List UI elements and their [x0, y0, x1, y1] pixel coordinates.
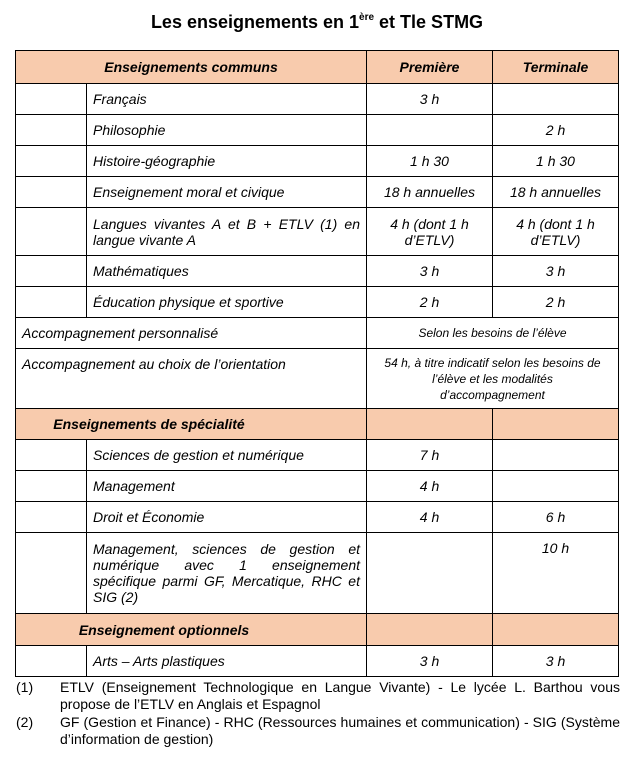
- premiere-value: 3 h: [367, 646, 493, 677]
- terminale-value: [493, 440, 619, 471]
- subject-label: Français: [87, 84, 367, 115]
- subject-label: Sciences de gestion et numérique: [87, 440, 367, 471]
- table-row: [16, 84, 619, 115]
- terminale-value: 18 h annuelles: [493, 177, 619, 208]
- subject-label: Management, sciences de gestion et numérique avec 1 enseignement spécifique parmi GF, Mercatique, RHC et SIG (2): [87, 533, 367, 614]
- schedule-table: [15, 50, 619, 677]
- premiere-value: [367, 533, 493, 614]
- empty-cell: [16, 146, 87, 177]
- specialite-header: Enseignements de spécialité: [16, 409, 367, 440]
- footnote-number: (1): [16, 679, 34, 695]
- empty-cell: [16, 115, 87, 146]
- header-row: [16, 51, 619, 84]
- empty-cell: [16, 208, 87, 256]
- table-row: [16, 533, 619, 614]
- terminale-value: [493, 84, 619, 115]
- table-row: [16, 208, 619, 256]
- footnote-number: (2): [16, 714, 34, 730]
- terminale-value: 4 h (dont 1 h d’ETLV): [493, 208, 619, 256]
- subject-label: Enseignement moral et civique: [87, 177, 367, 208]
- table-row: [16, 287, 619, 318]
- footnote-1: [16, 679, 620, 713]
- optionnels-header: Enseignement optionnels: [16, 614, 367, 646]
- premiere-value: 7 h: [367, 440, 493, 471]
- table-row: [16, 471, 619, 502]
- premiere-value: 2 h: [367, 287, 493, 318]
- footnote-text: GF (Gestion et Finance) - RHC (Ressources humaines et communication) - SIG (Système d’information de gestion): [60, 714, 620, 747]
- footnote-text: ETLV (Enseignement Technologique en Langue Vivante) - Le lycée L. Barthou vous propose de l’ETLV en Anglais et Espagnol: [60, 679, 620, 712]
- subject-label: Langues vivantes A et B + ETLV (1) en langue vivante A: [87, 208, 367, 256]
- header-terminale: Terminale: [493, 51, 619, 84]
- terminale-value: 3 h: [493, 646, 619, 677]
- empty-cell: [16, 287, 87, 318]
- empty-cell: [493, 409, 619, 440]
- empty-cell: [16, 502, 87, 533]
- premiere-value: 1 h 30: [367, 146, 493, 177]
- title-tail: et Tle STMG: [374, 12, 484, 32]
- terminale-value: 10 h: [493, 533, 619, 614]
- table-row: [16, 115, 619, 146]
- footnote-2: [16, 714, 620, 748]
- footnotes: [16, 679, 620, 749]
- empty-cell: [16, 533, 87, 614]
- subject-label: Management: [87, 471, 367, 502]
- page-title: [0, 10, 634, 34]
- accompagnement-orientation-label: Accompagnement au choix de l’orientation: [16, 349, 367, 409]
- premiere-value: 4 h (dont 1 h d’ETLV): [367, 208, 493, 256]
- table-row: [16, 502, 619, 533]
- title-superscript: ère: [359, 12, 375, 23]
- empty-cell: [16, 84, 87, 115]
- specialite-header-row: [16, 409, 619, 440]
- table-row: [16, 146, 619, 177]
- header-premiere: Première: [367, 51, 493, 84]
- accompagnement-perso-label: Accompagnement personnalisé: [16, 318, 367, 349]
- empty-cell: [367, 614, 493, 646]
- terminale-value: 1 h 30: [493, 146, 619, 177]
- header-communs: Enseignements communs: [16, 51, 367, 84]
- terminale-value: 3 h: [493, 256, 619, 287]
- premiere-value: 4 h: [367, 471, 493, 502]
- premiere-value: 18 h annuelles: [367, 177, 493, 208]
- empty-cell: [16, 256, 87, 287]
- terminale-value: 2 h: [493, 287, 619, 318]
- empty-cell: [493, 614, 619, 646]
- subject-label: Éducation physique et sportive: [87, 287, 367, 318]
- table-row: [16, 349, 619, 409]
- premiere-value: [367, 115, 493, 146]
- empty-cell: [16, 471, 87, 502]
- empty-cell: [367, 409, 493, 440]
- table-row: [16, 646, 619, 677]
- subject-label: Philosophie: [87, 115, 367, 146]
- accompagnement-perso-value: Selon les besoins de l’élève: [367, 318, 619, 349]
- subject-label: Arts – Arts plastiques: [87, 646, 367, 677]
- accompagnement-orientation-value: 54 h, à titre indicatif selon les besoins de l’élève et les modalités d’accompagnement: [367, 349, 619, 409]
- table-row: [16, 256, 619, 287]
- premiere-value: 3 h: [367, 256, 493, 287]
- premiere-value: 3 h: [367, 84, 493, 115]
- subject-label: Histoire-géographie: [87, 146, 367, 177]
- table-row: [16, 440, 619, 471]
- premiere-value: 4 h: [367, 502, 493, 533]
- empty-cell: [16, 646, 87, 677]
- terminale-value: 6 h: [493, 502, 619, 533]
- terminale-value: [493, 471, 619, 502]
- empty-cell: [16, 177, 87, 208]
- optionnels-header-row: [16, 614, 619, 646]
- terminale-value: 2 h: [493, 115, 619, 146]
- table-row: [16, 318, 619, 349]
- table-row: [16, 177, 619, 208]
- subject-label: Mathématiques: [87, 256, 367, 287]
- empty-cell: [16, 440, 87, 471]
- title-main: Les enseignements en 1: [150, 12, 360, 32]
- subject-label: Droit et Économie: [87, 502, 367, 533]
